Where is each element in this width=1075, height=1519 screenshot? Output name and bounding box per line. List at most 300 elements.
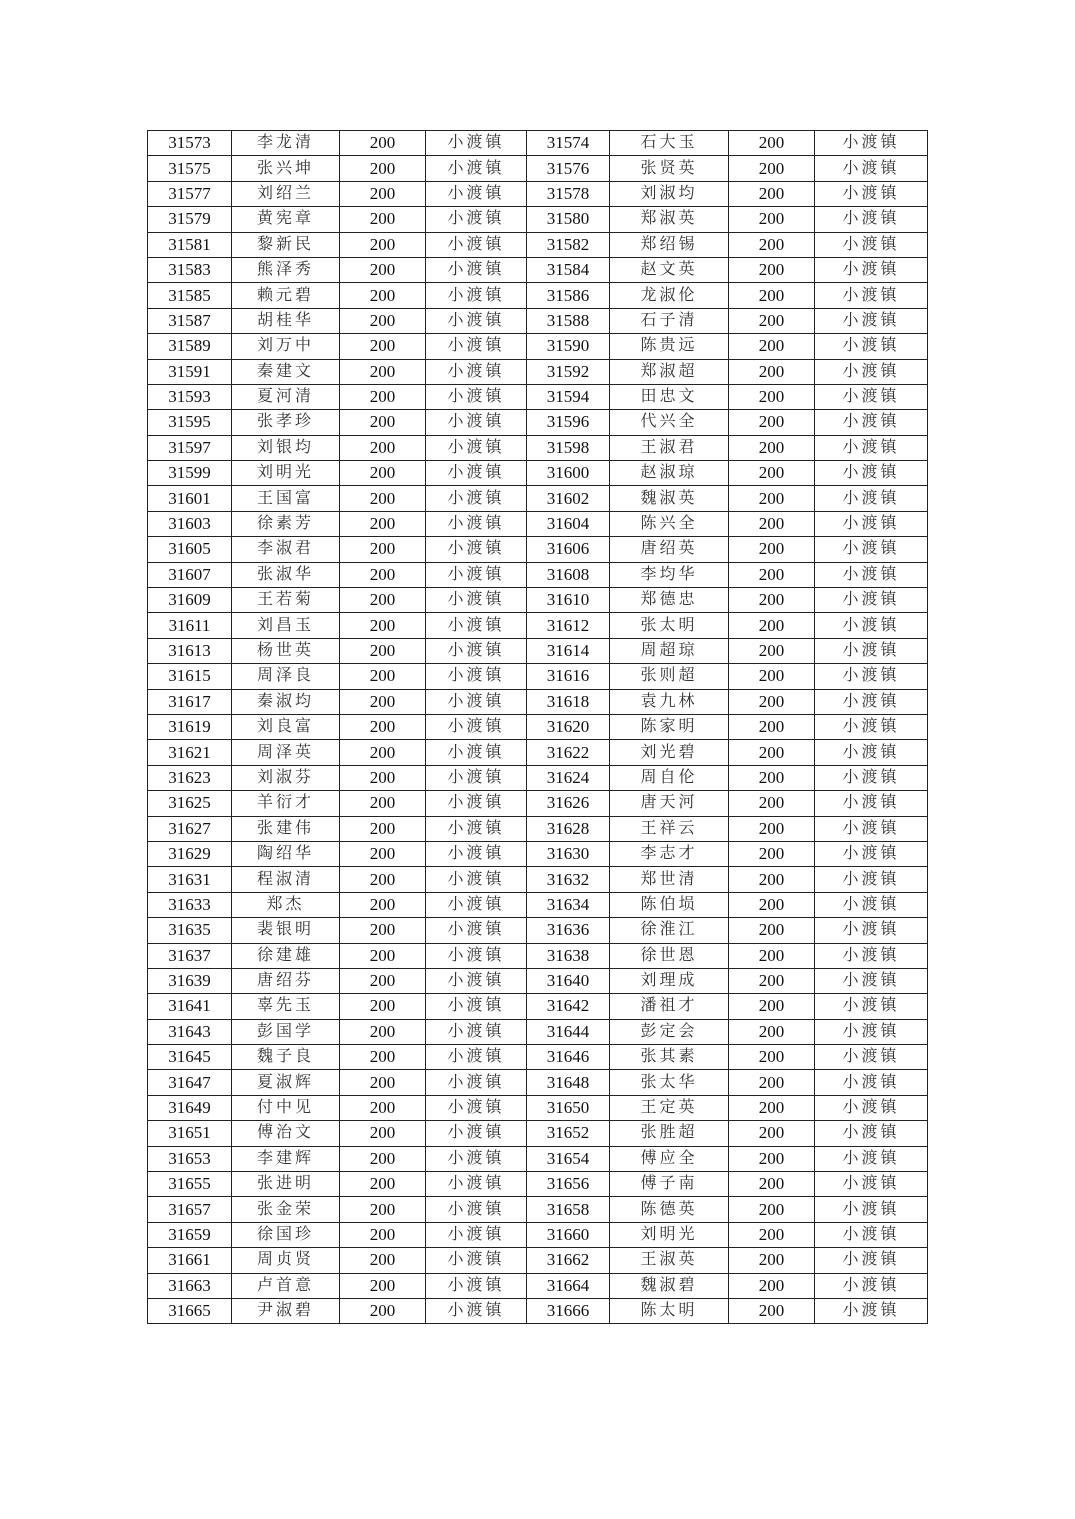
table-row — [148, 816, 928, 841]
cell-id: 31577 — [148, 181, 232, 206]
cell-town: 小渡镇 — [426, 740, 527, 765]
table-row — [148, 994, 928, 1019]
cell-amount: 200 — [729, 537, 815, 562]
cell-name: 郑世清 — [610, 867, 729, 892]
cell-name: 潘祖才 — [610, 994, 729, 1019]
cell-id: 31635 — [148, 918, 232, 943]
table-row — [148, 1172, 928, 1197]
cell-town: 小渡镇 — [815, 410, 928, 435]
cell-name: 刘明光 — [610, 1222, 729, 1247]
cell-name: 张金荣 — [232, 1197, 340, 1222]
cell-name: 陈伯埙 — [610, 892, 729, 917]
cell-id: 31665 — [148, 1298, 232, 1323]
cell-name: 刘银均 — [232, 435, 340, 460]
cell-id: 31649 — [148, 1095, 232, 1120]
cell-name: 王定英 — [610, 1095, 729, 1120]
cell-id: 31612 — [527, 613, 610, 638]
cell-amount: 200 — [340, 1019, 426, 1044]
cell-name: 秦淑均 — [232, 689, 340, 714]
cell-id: 31627 — [148, 816, 232, 841]
cell-name: 周贞贤 — [232, 1248, 340, 1273]
cell-id: 31609 — [148, 588, 232, 613]
cell-id: 31645 — [148, 1045, 232, 1070]
table-row — [148, 486, 928, 511]
cell-id: 31605 — [148, 537, 232, 562]
cell-amount: 200 — [340, 1298, 426, 1323]
cell-name: 刘绍兰 — [232, 181, 340, 206]
cell-name: 张则超 — [610, 664, 729, 689]
table-row — [148, 1070, 928, 1095]
cell-name: 李均华 — [610, 562, 729, 587]
cell-town: 小渡镇 — [815, 562, 928, 587]
cell-id: 31591 — [148, 359, 232, 384]
cell-name: 傅应全 — [610, 1146, 729, 1171]
cell-town: 小渡镇 — [426, 588, 527, 613]
cell-name: 王淑君 — [610, 435, 729, 460]
cell-name: 胡桂华 — [232, 308, 340, 333]
cell-town: 小渡镇 — [815, 791, 928, 816]
cell-id: 31626 — [527, 791, 610, 816]
cell-id: 31611 — [148, 613, 232, 638]
cell-name: 张建伟 — [232, 816, 340, 841]
cell-id: 31598 — [527, 435, 610, 460]
table-row — [148, 638, 928, 663]
cell-amount: 200 — [729, 588, 815, 613]
cell-town: 小渡镇 — [815, 181, 928, 206]
cell-amount: 200 — [340, 232, 426, 257]
cell-amount: 200 — [340, 1273, 426, 1298]
cell-town: 小渡镇 — [426, 511, 527, 536]
cell-amount: 200 — [340, 207, 426, 232]
cell-name: 彭定会 — [610, 1019, 729, 1044]
cell-name: 辜先玉 — [232, 994, 340, 1019]
cell-amount: 200 — [729, 892, 815, 917]
cell-amount: 200 — [729, 1298, 815, 1323]
cell-town: 小渡镇 — [426, 537, 527, 562]
cell-amount: 200 — [340, 1146, 426, 1171]
cell-town: 小渡镇 — [815, 740, 928, 765]
cell-name: 尹淑碧 — [232, 1298, 340, 1323]
cell-id: 31666 — [527, 1298, 610, 1323]
cell-town: 小渡镇 — [815, 131, 928, 156]
cell-name: 刘昌玉 — [232, 613, 340, 638]
cell-id: 31658 — [527, 1197, 610, 1222]
cell-amount: 200 — [340, 968, 426, 993]
cell-town: 小渡镇 — [426, 994, 527, 1019]
cell-town: 小渡镇 — [426, 232, 527, 257]
cell-town: 小渡镇 — [426, 486, 527, 511]
cell-id: 31664 — [527, 1273, 610, 1298]
cell-id: 31600 — [527, 461, 610, 486]
cell-amount: 200 — [729, 638, 815, 663]
cell-amount: 200 — [340, 283, 426, 308]
cell-amount: 200 — [729, 283, 815, 308]
cell-name: 秦建文 — [232, 359, 340, 384]
table-row — [148, 765, 928, 790]
cell-id: 31583 — [148, 257, 232, 282]
cell-amount: 200 — [340, 537, 426, 562]
cell-name: 傅治文 — [232, 1121, 340, 1146]
table-row — [148, 511, 928, 536]
cell-name: 王淑英 — [610, 1248, 729, 1273]
cell-town: 小渡镇 — [815, 638, 928, 663]
cell-id: 31596 — [527, 410, 610, 435]
cell-amount: 200 — [340, 765, 426, 790]
cell-amount: 200 — [340, 1095, 426, 1120]
table-row — [148, 689, 928, 714]
cell-amount: 200 — [340, 181, 426, 206]
cell-amount: 200 — [729, 968, 815, 993]
table-row — [148, 588, 928, 613]
cell-name: 周泽英 — [232, 740, 340, 765]
cell-town: 小渡镇 — [426, 1248, 527, 1273]
table-row — [148, 664, 928, 689]
cell-id: 31637 — [148, 943, 232, 968]
cell-town: 小渡镇 — [815, 918, 928, 943]
table-row — [148, 435, 928, 460]
cell-id: 31592 — [527, 359, 610, 384]
cell-town: 小渡镇 — [815, 841, 928, 866]
cell-id: 31619 — [148, 714, 232, 739]
cell-id: 31597 — [148, 435, 232, 460]
cell-name: 徐国珍 — [232, 1222, 340, 1247]
table-row — [148, 537, 928, 562]
cell-id: 31653 — [148, 1146, 232, 1171]
cell-name: 陈贵远 — [610, 334, 729, 359]
cell-amount: 200 — [729, 232, 815, 257]
table-row — [148, 308, 928, 333]
cell-name: 刘万中 — [232, 334, 340, 359]
cell-amount: 200 — [340, 740, 426, 765]
cell-name: 李龙清 — [232, 131, 340, 156]
cell-id: 31623 — [148, 765, 232, 790]
cell-name: 张太明 — [610, 613, 729, 638]
cell-amount: 200 — [340, 867, 426, 892]
cell-town: 小渡镇 — [426, 638, 527, 663]
cell-amount: 200 — [729, 613, 815, 638]
cell-town: 小渡镇 — [426, 1045, 527, 1070]
cell-town: 小渡镇 — [815, 689, 928, 714]
cell-town: 小渡镇 — [426, 257, 527, 282]
cell-amount: 200 — [729, 816, 815, 841]
cell-id: 31657 — [148, 1197, 232, 1222]
cell-id: 31634 — [527, 892, 610, 917]
cell-amount: 200 — [340, 1070, 426, 1095]
cell-amount: 200 — [729, 1070, 815, 1095]
cell-town: 小渡镇 — [426, 892, 527, 917]
cell-town: 小渡镇 — [815, 461, 928, 486]
cell-amount: 200 — [729, 257, 815, 282]
cell-name: 魏子良 — [232, 1045, 340, 1070]
cell-amount: 200 — [340, 1045, 426, 1070]
cell-name: 代兴全 — [610, 410, 729, 435]
cell-amount: 200 — [340, 308, 426, 333]
table-row — [148, 1146, 928, 1171]
cell-name: 周自伦 — [610, 765, 729, 790]
cell-id: 31575 — [148, 156, 232, 181]
cell-id: 31595 — [148, 410, 232, 435]
cell-name: 赵淑琼 — [610, 461, 729, 486]
cell-amount: 200 — [340, 943, 426, 968]
cell-amount: 200 — [340, 359, 426, 384]
cell-name: 刘淑均 — [610, 181, 729, 206]
roster-table — [147, 130, 928, 1324]
cell-town: 小渡镇 — [426, 664, 527, 689]
cell-amount: 200 — [340, 918, 426, 943]
table-row — [148, 1121, 928, 1146]
cell-name: 张兴坤 — [232, 156, 340, 181]
cell-amount: 200 — [340, 816, 426, 841]
table-row — [148, 131, 928, 156]
cell-name: 刘光碧 — [610, 740, 729, 765]
cell-id: 31594 — [527, 384, 610, 409]
cell-amount: 200 — [340, 461, 426, 486]
cell-amount: 200 — [729, 308, 815, 333]
table-row — [148, 613, 928, 638]
cell-id: 31599 — [148, 461, 232, 486]
cell-id: 31632 — [527, 867, 610, 892]
cell-id: 31613 — [148, 638, 232, 663]
cell-town: 小渡镇 — [815, 1172, 928, 1197]
cell-amount: 200 — [729, 1248, 815, 1273]
cell-name: 郑绍锡 — [610, 232, 729, 257]
cell-town: 小渡镇 — [815, 816, 928, 841]
table-row — [148, 1095, 928, 1120]
cell-id: 31620 — [527, 714, 610, 739]
cell-id: 31655 — [148, 1172, 232, 1197]
cell-name: 徐世恩 — [610, 943, 729, 968]
cell-town: 小渡镇 — [426, 562, 527, 587]
cell-id: 31615 — [148, 664, 232, 689]
cell-town: 小渡镇 — [426, 1070, 527, 1095]
cell-name: 张其素 — [610, 1045, 729, 1070]
cell-name: 羊衍才 — [232, 791, 340, 816]
cell-id: 31636 — [527, 918, 610, 943]
cell-town: 小渡镇 — [815, 207, 928, 232]
cell-town: 小渡镇 — [426, 181, 527, 206]
cell-amount: 200 — [729, 1019, 815, 1044]
table-row — [148, 1273, 928, 1298]
cell-amount: 200 — [340, 689, 426, 714]
cell-name: 石大玉 — [610, 131, 729, 156]
cell-id: 31654 — [527, 1146, 610, 1171]
cell-amount: 200 — [340, 841, 426, 866]
cell-name: 李淑君 — [232, 537, 340, 562]
cell-amount: 200 — [340, 994, 426, 1019]
cell-id: 31608 — [527, 562, 610, 587]
cell-amount: 200 — [729, 562, 815, 587]
cell-town: 小渡镇 — [426, 1121, 527, 1146]
cell-amount: 200 — [729, 1273, 815, 1298]
cell-amount: 200 — [729, 334, 815, 359]
cell-id: 31663 — [148, 1273, 232, 1298]
cell-town: 小渡镇 — [426, 841, 527, 866]
cell-amount: 200 — [729, 943, 815, 968]
cell-town: 小渡镇 — [426, 308, 527, 333]
cell-name: 田忠文 — [610, 384, 729, 409]
cell-town: 小渡镇 — [426, 334, 527, 359]
cell-id: 31588 — [527, 308, 610, 333]
cell-town: 小渡镇 — [815, 1121, 928, 1146]
cell-id: 31651 — [148, 1121, 232, 1146]
cell-amount: 200 — [729, 1197, 815, 1222]
cell-id: 31589 — [148, 334, 232, 359]
cell-amount: 200 — [729, 486, 815, 511]
cell-amount: 200 — [729, 841, 815, 866]
cell-town: 小渡镇 — [815, 511, 928, 536]
cell-town: 小渡镇 — [815, 384, 928, 409]
cell-town: 小渡镇 — [426, 156, 527, 181]
cell-town: 小渡镇 — [426, 816, 527, 841]
cell-town: 小渡镇 — [426, 918, 527, 943]
cell-amount: 200 — [729, 1146, 815, 1171]
cell-town: 小渡镇 — [426, 1273, 527, 1298]
cell-id: 31639 — [148, 968, 232, 993]
cell-id: 31638 — [527, 943, 610, 968]
cell-town: 小渡镇 — [815, 486, 928, 511]
cell-town: 小渡镇 — [815, 1146, 928, 1171]
cell-name: 黄宪章 — [232, 207, 340, 232]
cell-name: 夏淑辉 — [232, 1070, 340, 1095]
cell-id: 31662 — [527, 1248, 610, 1273]
table-row — [148, 1248, 928, 1273]
cell-name: 陈兴全 — [610, 511, 729, 536]
cell-id: 31624 — [527, 765, 610, 790]
cell-amount: 200 — [729, 740, 815, 765]
cell-town: 小渡镇 — [815, 1045, 928, 1070]
cell-name: 唐绍英 — [610, 537, 729, 562]
cell-id: 31642 — [527, 994, 610, 1019]
cell-amount: 200 — [729, 1095, 815, 1120]
cell-name: 张孝珍 — [232, 410, 340, 435]
cell-amount: 200 — [729, 994, 815, 1019]
cell-name: 卢首意 — [232, 1273, 340, 1298]
cell-id: 31633 — [148, 892, 232, 917]
cell-amount: 200 — [340, 791, 426, 816]
cell-town: 小渡镇 — [426, 765, 527, 790]
cell-amount: 200 — [340, 156, 426, 181]
cell-name: 张淑华 — [232, 562, 340, 587]
cell-id: 31640 — [527, 968, 610, 993]
table-row — [148, 714, 928, 739]
cell-amount: 200 — [729, 1121, 815, 1146]
cell-name: 袁九林 — [610, 689, 729, 714]
cell-amount: 200 — [729, 1045, 815, 1070]
cell-amount: 200 — [340, 410, 426, 435]
cell-id: 31631 — [148, 867, 232, 892]
cell-amount: 200 — [729, 435, 815, 460]
cell-id: 31625 — [148, 791, 232, 816]
cell-id: 31578 — [527, 181, 610, 206]
cell-town: 小渡镇 — [426, 131, 527, 156]
cell-id: 31617 — [148, 689, 232, 714]
table-row — [148, 1222, 928, 1247]
cell-name: 陈德英 — [610, 1197, 729, 1222]
cell-id: 31593 — [148, 384, 232, 409]
cell-name: 周超琼 — [610, 638, 729, 663]
cell-id: 31630 — [527, 841, 610, 866]
cell-name: 李志才 — [610, 841, 729, 866]
cell-id: 31622 — [527, 740, 610, 765]
table-row — [148, 1019, 928, 1044]
cell-town: 小渡镇 — [426, 1146, 527, 1171]
table-row — [148, 740, 928, 765]
cell-amount: 200 — [729, 384, 815, 409]
cell-name: 黎新民 — [232, 232, 340, 257]
table-row — [148, 410, 928, 435]
table-row — [148, 841, 928, 866]
cell-amount: 200 — [729, 867, 815, 892]
cell-name: 夏河清 — [232, 384, 340, 409]
cell-town: 小渡镇 — [815, 1095, 928, 1120]
cell-town: 小渡镇 — [426, 435, 527, 460]
cell-name: 王祥云 — [610, 816, 729, 841]
cell-id: 31590 — [527, 334, 610, 359]
cell-name: 刘良富 — [232, 714, 340, 739]
cell-name: 龙淑伦 — [610, 283, 729, 308]
cell-amount: 200 — [729, 156, 815, 181]
table-row — [148, 968, 928, 993]
cell-name: 傅子南 — [610, 1172, 729, 1197]
table-row — [148, 1045, 928, 1070]
cell-id: 31576 — [527, 156, 610, 181]
cell-town: 小渡镇 — [815, 664, 928, 689]
cell-amount: 200 — [729, 1222, 815, 1247]
cell-town: 小渡镇 — [426, 968, 527, 993]
cell-town: 小渡镇 — [815, 588, 928, 613]
cell-town: 小渡镇 — [815, 1273, 928, 1298]
table-row — [148, 207, 928, 232]
cell-id: 31582 — [527, 232, 610, 257]
cell-name: 唐天河 — [610, 791, 729, 816]
table-row — [148, 232, 928, 257]
cell-name: 李建辉 — [232, 1146, 340, 1171]
cell-town: 小渡镇 — [815, 867, 928, 892]
cell-name: 张太华 — [610, 1070, 729, 1095]
cell-town: 小渡镇 — [426, 359, 527, 384]
cell-amount: 200 — [340, 1222, 426, 1247]
cell-amount: 200 — [340, 334, 426, 359]
table-row — [148, 156, 928, 181]
cell-amount: 200 — [729, 918, 815, 943]
cell-town: 小渡镇 — [815, 943, 928, 968]
cell-name: 赵文英 — [610, 257, 729, 282]
cell-town: 小渡镇 — [815, 232, 928, 257]
cell-name: 裴银明 — [232, 918, 340, 943]
cell-town: 小渡镇 — [815, 1248, 928, 1273]
cell-amount: 200 — [340, 613, 426, 638]
cell-amount: 200 — [340, 664, 426, 689]
cell-amount: 200 — [729, 359, 815, 384]
cell-amount: 200 — [340, 892, 426, 917]
cell-name: 郑淑超 — [610, 359, 729, 384]
table-row — [148, 943, 928, 968]
cell-amount: 200 — [340, 588, 426, 613]
cell-id: 31661 — [148, 1248, 232, 1273]
cell-name: 徐建雄 — [232, 943, 340, 968]
cell-amount: 200 — [340, 435, 426, 460]
cell-name: 刘明光 — [232, 461, 340, 486]
cell-name: 杨世英 — [232, 638, 340, 663]
cell-town: 小渡镇 — [426, 943, 527, 968]
cell-town: 小渡镇 — [426, 384, 527, 409]
cell-id: 31606 — [527, 537, 610, 562]
cell-amount: 200 — [340, 562, 426, 587]
cell-town: 小渡镇 — [815, 308, 928, 333]
cell-id: 31650 — [527, 1095, 610, 1120]
cell-name: 郑淑英 — [610, 207, 729, 232]
cell-town: 小渡镇 — [815, 1298, 928, 1323]
